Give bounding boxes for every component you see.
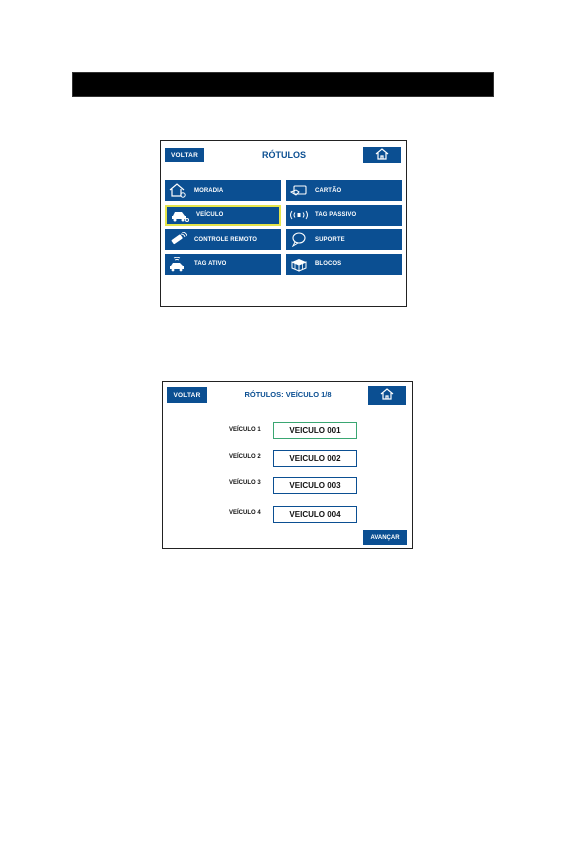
house-icon [168, 183, 188, 199]
remote-control-icon [168, 232, 188, 248]
tile-label: BLOCOS [315, 261, 342, 267]
home-button[interactable] [368, 386, 406, 405]
tile-blocos[interactable] [286, 254, 402, 275]
car-wifi-icon [168, 256, 188, 272]
tile-suporte[interactable] [286, 229, 402, 250]
next-button[interactable]: AVANÇAR [363, 530, 407, 545]
vehicle-4-field[interactable]: VEICULO 004 [273, 506, 357, 523]
home-icon [375, 148, 389, 163]
label-category-grid [165, 180, 403, 275]
back-button[interactable]: VOLTAR [165, 148, 204, 162]
card-icon [289, 183, 309, 199]
tile-tag-ativo[interactable] [165, 254, 281, 275]
tile-veiculo[interactable] [165, 205, 281, 226]
tile-moradia[interactable] [165, 180, 281, 201]
vehicle-1-field[interactable]: VEICULO 001 [273, 422, 357, 439]
vehicle-2-field[interactable]: VEICULO 002 [273, 450, 357, 467]
support-chat-icon [289, 232, 309, 248]
tile-label: CONTROLE REMOTO [194, 236, 258, 243]
tile-controle-remoto[interactable] [165, 229, 281, 250]
rfid-tag-icon [289, 207, 309, 223]
tile-label: TAG PASSIVO [315, 212, 357, 218]
header-bar [72, 72, 494, 97]
tile-label: TAG ATIVO [194, 261, 227, 267]
vehicle-3-field[interactable]: VEICULO 003 [273, 477, 357, 494]
page-title: RÓTULOS: VEÍCULO 1/8 [244, 390, 332, 399]
vehicle-3-label: VEÍCULO 3 [229, 480, 261, 486]
tile-label: SUPORTE [315, 236, 345, 243]
vehicle-1-label: VEÍCULO 1 [229, 427, 261, 433]
car-icon [170, 207, 190, 223]
vehicle-2-label: VEÍCULO 2 [229, 454, 261, 460]
page-title: RÓTULOS [262, 150, 306, 160]
tile-label: MORADIA [194, 187, 224, 194]
tile-label: VEÍCULO [196, 212, 224, 218]
tile-cartao[interactable] [286, 180, 402, 201]
home-icon [380, 388, 394, 403]
vehicle-labels-screen [162, 381, 413, 549]
vehicle-4-label: VEÍCULO 4 [229, 510, 261, 516]
tile-tag-passivo[interactable] [286, 205, 402, 226]
labels-menu-screen [160, 140, 407, 307]
tile-label: CARTÃO [315, 187, 342, 194]
blocks-icon [289, 256, 309, 272]
home-button[interactable] [363, 147, 401, 163]
back-button[interactable]: VOLTAR [167, 387, 207, 403]
